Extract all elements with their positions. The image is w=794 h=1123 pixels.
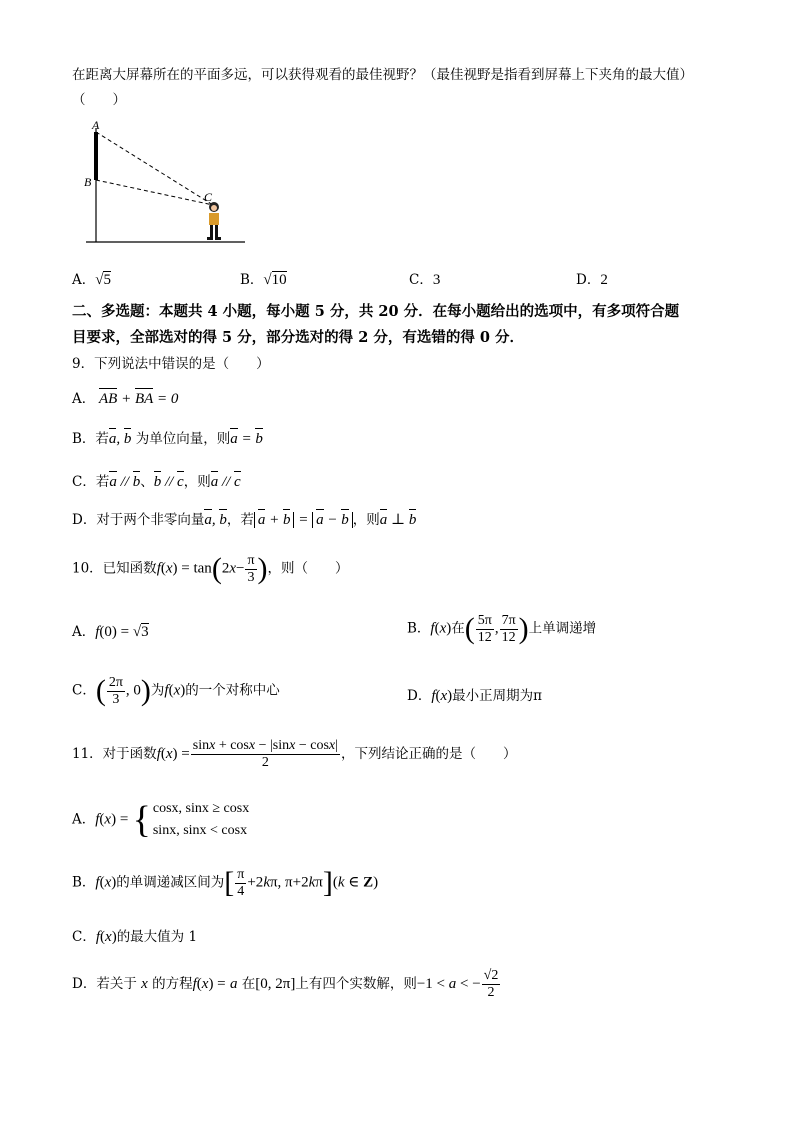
- q10-option-c[interactable]: C．( $\frac{2\pi}{3}$ , 0)为f(x)的一个对称中心: [72, 674, 280, 707]
- q11-option-a[interactable]: A．f(x) = { cosx, sinx ≥ cosx sinx, sinx < cosx: [72, 799, 250, 841]
- q9-option-a[interactable]: A． AB + BA = 0: [72, 391, 179, 407]
- q8-stem-line2: （ ）: [72, 92, 126, 108]
- q8-option-b[interactable]: B．√10: [240, 272, 287, 288]
- q8-option-c[interactable]: C．3: [409, 272, 441, 288]
- label-b: B: [84, 175, 92, 189]
- q9-option-d[interactable]: D．对于两个非零向量a, b，若 a + b = a − b ，则a ⊥ b: [72, 512, 417, 528]
- q11-option-d[interactable]: D．若关于 x 的方程f(x) = a 在[0, 2π]上有四个实数解，则−1 < a < − $\frac{√2}{2}$: [72, 968, 499, 1000]
- q8-option-a[interactable]: A．√5: [72, 272, 111, 288]
- q9-option-c[interactable]: C．若a // b、b // c，则a // c: [72, 474, 241, 490]
- q8-stem-line1: 在距离大屏幕所在的平面多远，可以获得观看的最佳视野？（最佳视野是指看到屏幕上下夹角的最大值）: [72, 67, 693, 83]
- q11-option-c[interactable]: C．f(x)的最大值为 1: [72, 929, 198, 945]
- q10-stem: 10．已知函数f(x) = tan(2x− $\frac{\pi}{3}$ )，则（ ）: [72, 552, 349, 585]
- section2-heading-line2: 目要求，全部选对的得 5 分，部分选对的得 2 分，有选错的得 0 分．: [72, 329, 525, 346]
- q11-stem: 11．对于函数f(x) = $\frac{\sin x + \cos x - |\sin x - \cos x|}{2}$ ，下列结论正确的是（ ）: [72, 738, 517, 770]
- q8-option-d[interactable]: D．2: [576, 272, 608, 288]
- q9-option-b[interactable]: B．若a, b 为单位向量，则a = b: [72, 431, 263, 447]
- label-a: A: [92, 118, 100, 132]
- label-c: C: [204, 190, 213, 204]
- q10-option-d[interactable]: D．f(x)最小正周期为π: [407, 688, 543, 704]
- q10-option-b[interactable]: B．f(x)在( $\frac{5\pi}{12}$ , $\frac{7\pi}{12}$ )上单调递增: [407, 612, 597, 645]
- section2-heading-line1: 二、多选题：本题共 4 小题，每小题 5 分，共 20 分．在每小题给出的选项中，有多项符合题: [72, 303, 680, 320]
- q9-stem: 9．下列说法中错误的是（ ）: [72, 356, 270, 372]
- q8-figure: [80, 114, 250, 248]
- q11-option-b[interactable]: B．f(x)的单调递减区间为[ $\frac{\pi}{4}$ +2kπ, π+2kπ](k ∈ Z): [72, 866, 379, 899]
- person-icon: [207, 202, 221, 240]
- q10-option-a[interactable]: A．f(0) = √3: [72, 624, 149, 640]
